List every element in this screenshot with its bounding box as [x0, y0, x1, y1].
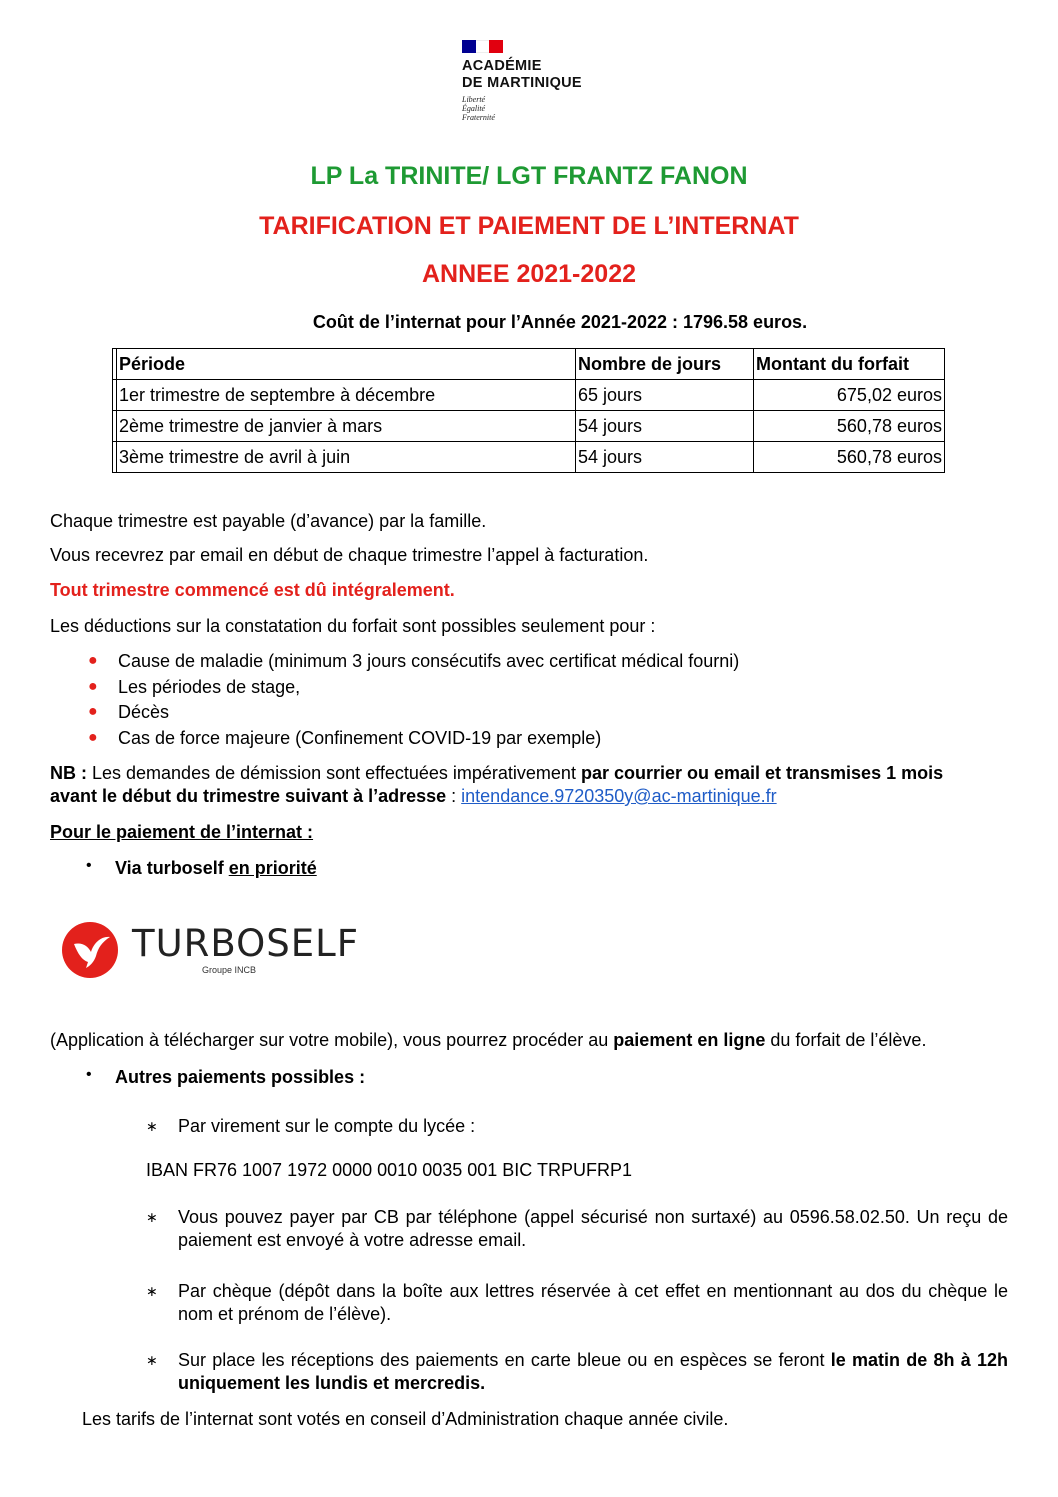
- nb-bold-1: par courrier ou email et transmises 1 mois: [580, 763, 944, 783]
- bullet-icon: ●: [88, 729, 98, 746]
- nb-separator: :: [446, 786, 462, 806]
- turboself-word: TURBOSELF: [132, 922, 360, 965]
- bullet-icon: ●: [88, 678, 98, 695]
- list-item: Cas de force majeure (Confinement COVID-19 par exemple): [118, 728, 602, 748]
- year-title: ANNEE 2021-2022: [421, 260, 636, 288]
- nb-bold-2: avant le début du trimestre suivant à l’adresse: [50, 786, 447, 806]
- iban-text: IBAN FR76 1007 1972 0000 0010 0035 001 BIC TRPUFRP1: [146, 1160, 632, 1180]
- bullet-icon: •: [86, 857, 92, 874]
- list-item: Cause de maladie (minimum 3 jours consécutifs avec certificat médical fourni): [118, 651, 740, 671]
- logo-line-1: ACADÉMIE: [462, 58, 542, 74]
- surplace-text: [178, 1349, 1008, 1395]
- table-cell-amount: 560,78 euros: [754, 442, 945, 473]
- bullet-icon: •: [86, 1066, 92, 1083]
- french-flag-icon: [462, 40, 503, 53]
- tariff-table: [112, 348, 945, 473]
- table-cell-period: 2ème trimestre de janvier à mars: [117, 411, 576, 442]
- surplace-text-plain: Sur place les réceptions des paiements en carte bleue ou en espèces se feront: [178, 1350, 831, 1370]
- asterisk-icon: ∗: [146, 1118, 158, 1134]
- asterisk-icon: ∗: [146, 1352, 158, 1368]
- table-cell-amount: 675,02 euros: [754, 380, 945, 411]
- nb-label: NB :: [50, 763, 87, 783]
- table-header-amount: Montant du forfait: [754, 349, 945, 380]
- deductions-intro: Les déductions sur la constatation du forfait sont possibles seulement pour :: [50, 616, 656, 636]
- payment-heading: Pour le paiement de l’internat :: [50, 822, 314, 842]
- surplace-text-bold: le matin de 8h à 12h uniquement les lundis et mercredis.: [178, 1350, 1009, 1393]
- nb-line-2: [50, 786, 777, 807]
- table-cell-days: 54 jours: [576, 442, 754, 473]
- priority-label: en priorité: [228, 858, 317, 878]
- virement-text: Par virement sur le compte du lycée :: [178, 1116, 476, 1136]
- table-row: [113, 380, 945, 411]
- app-description: [50, 1030, 926, 1051]
- via-label: Via turboself: [115, 858, 229, 878]
- payable-text: Chaque trimestre est payable (d’avance) par la famille.: [50, 511, 487, 531]
- via-turboself-line: [115, 858, 317, 879]
- cost-line: Coût de l’internat pour l’Année 2021-2022 : 1796.58 euros.: [312, 312, 808, 332]
- logo-motto-3: Fraternité: [462, 113, 495, 122]
- footer-text: Les tarifs de l’internat sont votés en conseil d’Administration chaque année civile.: [82, 1409, 729, 1429]
- table-row: [113, 442, 945, 473]
- asterisk-icon: ∗: [146, 1283, 158, 1299]
- bullet-icon: ●: [88, 703, 98, 720]
- logo-motto-1: Liberté: [462, 95, 486, 104]
- app-text-1: (Application à télécharger sur votre mobile), vous pourrez procéder au: [50, 1030, 614, 1050]
- bullet-icon: ●: [88, 652, 98, 669]
- academie-logo: [448, 28, 608, 138]
- full-due-warning: Tout trimestre commencé est dû intégralement.: [50, 580, 455, 600]
- logo-motto-2: Égalité: [462, 104, 486, 113]
- app-text-2: du forfait de l’élève.: [765, 1030, 927, 1050]
- cheque-text: Par chèque (dépôt dans la boîte aux lettres réservée à cet effet en mentionnant au dos du chèque le nom et prénom de l’élève).: [178, 1281, 1008, 1324]
- table-row: [113, 411, 945, 442]
- turboself-logo: [60, 920, 360, 980]
- nb-line-1: [50, 763, 943, 784]
- other-payments-heading: Autres paiements possibles :: [115, 1067, 366, 1087]
- table-header-period: Période: [117, 349, 576, 380]
- list-item: Décès: [118, 702, 170, 722]
- table-cell-amount: 560,78 euros: [754, 411, 945, 442]
- table-cell-days: 65 jours: [576, 380, 754, 411]
- turboself-bird-icon: [60, 920, 120, 980]
- email-link[interactable]: intendance.9720350y@ac-martinique.fr: [461, 786, 777, 806]
- turboself-wordmark: [132, 924, 359, 964]
- table-cell-period: 1er trimestre de septembre à décembre: [117, 380, 576, 411]
- app-text-bold: paiement en ligne: [613, 1030, 766, 1050]
- school-title: LP La TRINITE/ LGT FRANTZ FANON: [310, 162, 748, 190]
- table-cell-days: 54 jours: [576, 411, 754, 442]
- document-title: TARIFICATION ET PAIEMENT DE L’INTERNAT: [259, 212, 799, 240]
- cb-text: Vous pouvez payer par CB par téléphone (appel sécurisé non surtaxé) au 0596.58.02.50. Un reçu de paiement est envoyé à votre adresse email.: [178, 1207, 1008, 1250]
- table-cell-period: 3ème trimestre de avril à juin: [117, 442, 576, 473]
- list-item: Les périodes de stage,: [118, 677, 301, 697]
- turboself-subtitle: Groupe INCB: [202, 965, 257, 975]
- nb-text: Les demandes de démission sont effectuées impérativement: [87, 763, 581, 783]
- asterisk-icon: ∗: [146, 1209, 158, 1225]
- email-notice-text: Vous recevrez par email en début de chaque trimestre l’appel à facturation.: [50, 545, 649, 565]
- table-header-days: Nombre de jours: [576, 349, 754, 380]
- logo-line-2: DE MARTINIQUE: [462, 75, 582, 91]
- table-header-row: [113, 349, 945, 380]
